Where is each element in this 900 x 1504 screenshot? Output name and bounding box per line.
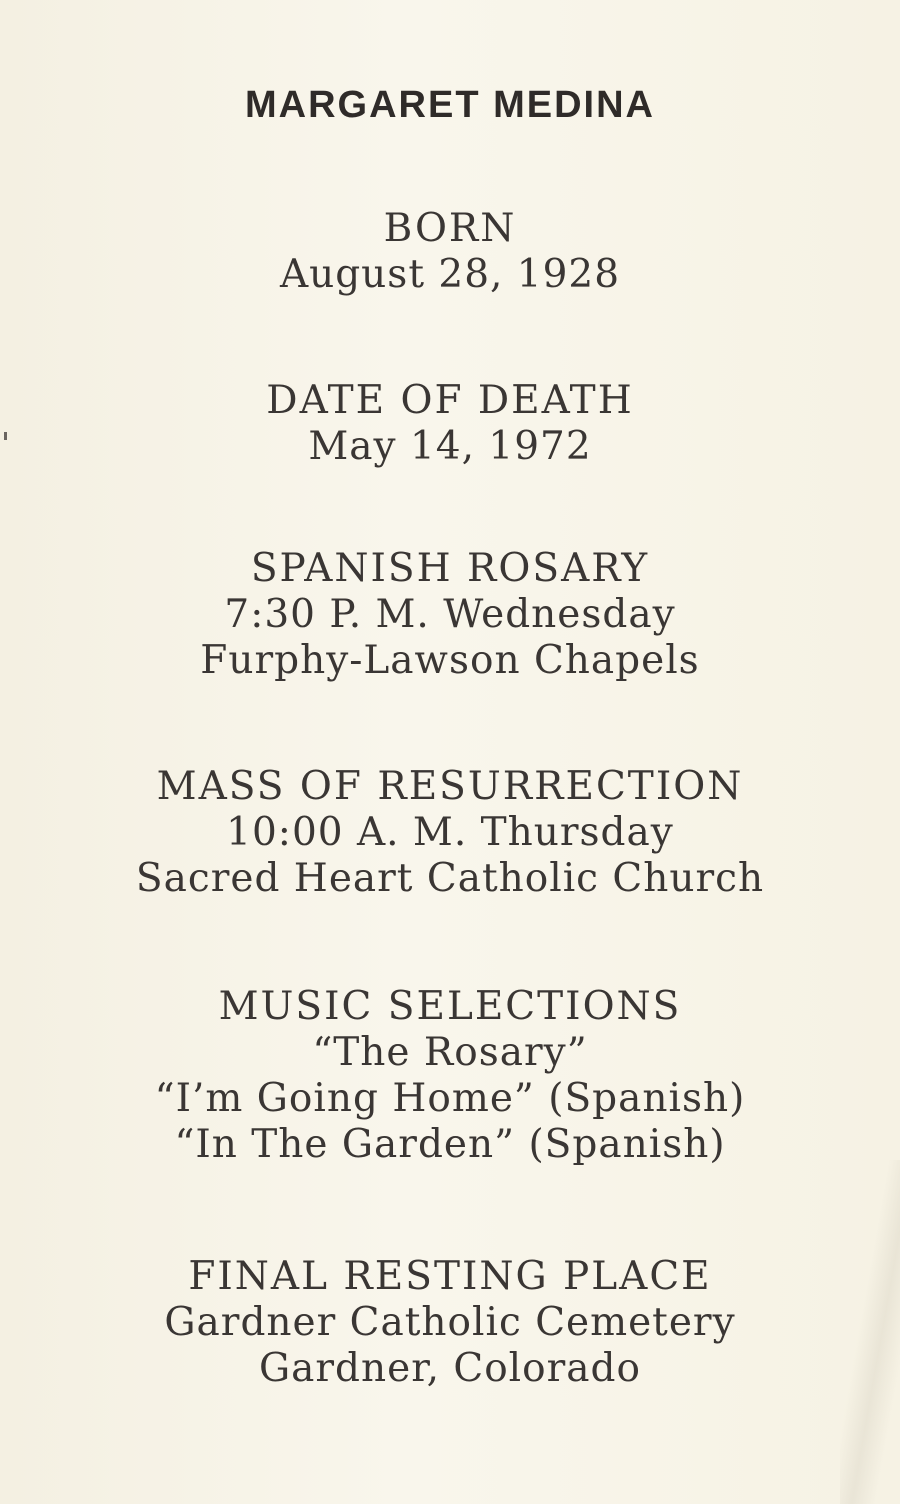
resting-section	[0, 1254, 900, 1392]
resting-cemetery: Gardner Catholic Cemetery	[164, 1300, 736, 1345]
mass-time: 10:00 A. M. Thursday	[226, 810, 674, 855]
mass-heading: MASS OF RESURRECTION	[156, 764, 744, 809]
death-section	[0, 378, 900, 470]
rosary-time: 7:30 P. M. Wednesday	[224, 592, 676, 637]
mass-place: Sacred Heart Catholic Church	[135, 856, 765, 901]
born-section	[0, 206, 900, 298]
resting-location: Gardner, Colorado	[259, 1346, 641, 1391]
music-section	[0, 984, 900, 1168]
rosary-place: Furphy-Lawson Chapels	[200, 638, 700, 683]
rosary-heading: SPANISH ROSARY	[250, 546, 650, 591]
music-item: “The Rosary”	[312, 1030, 588, 1075]
music-heading: MUSIC SELECTIONS	[218, 984, 682, 1029]
resting-heading: FINAL RESTING PLACE	[188, 1254, 712, 1299]
death-date: May 14, 1972	[308, 424, 592, 469]
rosary-section	[0, 546, 900, 684]
mass-section	[0, 764, 900, 902]
deceased-name: MARGARET MEDINA	[245, 84, 655, 126]
death-heading: DATE OF DEATH	[266, 378, 634, 423]
born-heading: BORN	[383, 206, 517, 251]
music-item: “In The Garden” (Spanish)	[174, 1122, 726, 1167]
born-date: August 28, 1928	[279, 252, 621, 297]
music-item: “I’m Going Home” (Spanish)	[154, 1076, 746, 1121]
